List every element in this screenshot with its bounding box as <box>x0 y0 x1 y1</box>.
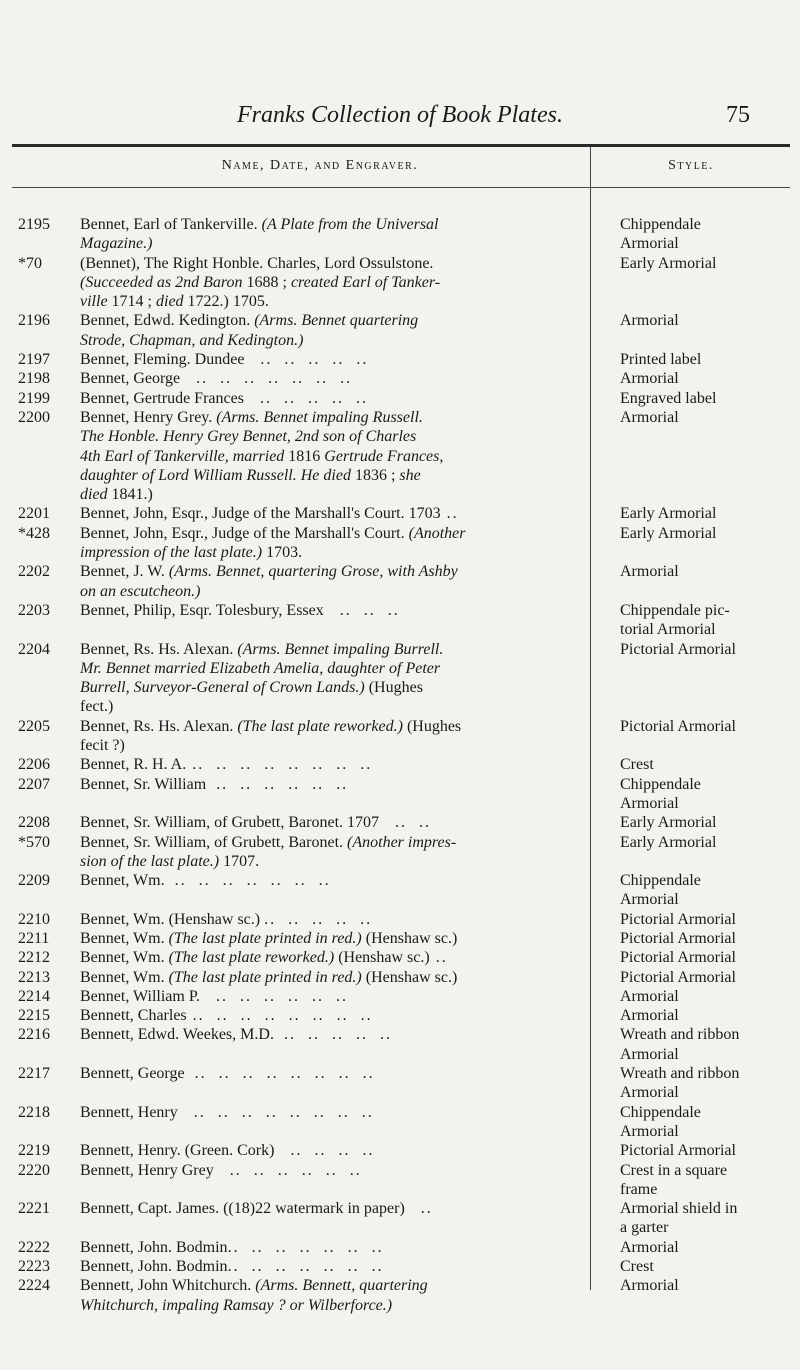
entry-number: 2196 <box>18 312 50 330</box>
entry-text-italic: The Honble. Henry Grey Bennet, 2nd son of Charles <box>80 428 417 446</box>
entry-text: 1707. <box>223 852 260 870</box>
entry-text: Bennet, William P. <box>80 987 200 1005</box>
entry-style <box>620 408 790 427</box>
entry-number: 2215 <box>18 1007 50 1025</box>
catalogue-entry <box>0 1199 800 1238</box>
entry-text-italic: (Arms. Bennet, quartering Grose, with Ashby <box>168 563 458 581</box>
entry-description <box>80 215 580 254</box>
entry-number: 2209 <box>18 872 50 890</box>
entry-style <box>620 350 790 369</box>
style-text: Pictorial Armorial <box>620 910 736 928</box>
entry-description <box>80 1103 580 1142</box>
entry-style <box>620 775 790 814</box>
entry-description <box>80 1161 580 1200</box>
entry-number: 2220 <box>18 1161 50 1179</box>
entry-text-italic: sion of the last plate.) <box>80 852 220 870</box>
entry-style <box>620 755 790 774</box>
entry-text: Bennett, Charles <box>80 1007 187 1025</box>
entry-text: (Henshaw sc.) <box>338 949 430 967</box>
entry-style <box>620 968 790 987</box>
entry-description <box>80 910 580 929</box>
entry-text-italic: (Arms. Bennett, quartering <box>255 1277 428 1295</box>
catalogue-entry <box>0 929 800 948</box>
entry-text: 1722.) 1705. <box>187 293 269 311</box>
entry-style <box>620 1238 790 1257</box>
catalogue-entry <box>0 813 800 832</box>
entry-number: 2211 <box>18 929 50 947</box>
entry-style <box>620 524 790 543</box>
leader-dots: .. .. .. .. .. .. <box>217 1161 362 1179</box>
entry-text: Bennett, Henry Grey <box>80 1161 214 1179</box>
entry-text: Bennet, Philip, Esqr. Tolesbury, Essex <box>80 601 324 619</box>
entry-description <box>80 987 580 1006</box>
entry-text-italic: Mr. Bennet married Elizabeth Amelia, daughter of Peter <box>80 659 441 677</box>
entry-number: 2218 <box>18 1103 50 1121</box>
style-text: Pictorial Armorial <box>620 949 736 967</box>
entry-text: 1816 <box>288 447 321 465</box>
entry-text: (Henshaw sc.) <box>365 968 458 986</box>
entry-text: (Hughes <box>406 717 462 735</box>
entry-number: 2201 <box>18 505 50 523</box>
style-text: Engraved label <box>620 389 717 407</box>
leader-dots: .. .. .. .. .. .. .. <box>227 1258 384 1276</box>
entry-text-italic: (A Plate from the Universal <box>261 216 439 233</box>
catalogue-entry <box>0 1141 800 1160</box>
entry-text-italic: as <box>156 273 172 291</box>
style-text: Early Armorial <box>620 833 717 851</box>
catalogue-entry <box>0 504 800 523</box>
entry-text-italic: Magazine.) <box>80 235 153 253</box>
style-text: Crest in a square <box>620 1161 728 1179</box>
leader-dots: .. .. .. .. .. <box>248 351 369 369</box>
entry-number: 2224 <box>18 1277 50 1295</box>
style-text: Pictorial Armorial <box>620 717 736 735</box>
style-text: Armorial <box>620 563 679 581</box>
entry-text: Bennet, Henry Grey. <box>80 408 213 426</box>
leader-dots: .. .. .. <box>327 601 400 619</box>
catalogue-entry <box>0 640 800 717</box>
entry-number: *570 <box>18 833 50 851</box>
catalogue-entry <box>0 1276 800 1315</box>
leader-dots: .. <box>440 505 459 523</box>
entry-style <box>620 1161 790 1200</box>
leader-dots: .. .. .. .. .. .. .. .. <box>186 756 373 774</box>
entry-text: 1714 ; <box>111 293 152 311</box>
entry-description <box>80 948 580 967</box>
entry-text: Bennett, Edwd. Weekes, M.D. <box>80 1026 274 1044</box>
entry-description <box>80 871 580 910</box>
entry-style <box>620 504 790 523</box>
catalogue-entry <box>0 968 800 987</box>
style-text: Early Armorial <box>620 505 717 523</box>
leader-dots: .. .. .. .. .. .. .. .. <box>188 1065 375 1083</box>
entry-description <box>80 755 580 774</box>
entry-text-italic: (Succeeded <box>80 273 153 291</box>
style-text: Armorial <box>620 370 679 388</box>
leader-dots: .. .. .. .. .. .. .. .. <box>181 1103 374 1121</box>
entry-text: Bennett, Capt. James. ((18)22 watermark in paper) <box>80 1200 405 1218</box>
catalogue-entry <box>0 1064 800 1103</box>
entry-number: 2206 <box>18 756 50 774</box>
style-text: a garter <box>620 1219 669 1237</box>
entry-number: 2208 <box>18 814 50 832</box>
entry-text: Bennet, R. H. A. <box>80 756 187 774</box>
style-text: Pictorial Armorial <box>620 1142 736 1160</box>
entry-style <box>620 601 790 640</box>
entry-style <box>620 562 790 581</box>
entry-description <box>80 1276 580 1315</box>
leader-dots: .. .. .. .. .. .. .. <box>227 1238 384 1256</box>
entry-description <box>80 408 580 504</box>
style-text: Armorial <box>620 794 679 812</box>
entry-description <box>80 813 580 832</box>
entry-text: Bennet, Wm. <box>80 929 165 947</box>
entry-text: Bennet, Wm. <box>80 949 165 967</box>
entry-text-italic: she <box>399 466 421 484</box>
style-text: Chippendale <box>620 872 701 890</box>
leader-dots: .. .. .. .. .. <box>264 910 373 928</box>
style-text: Armorial <box>620 891 679 909</box>
entry-text-italic: ville <box>80 293 108 311</box>
entry-style <box>620 929 790 948</box>
entry-style <box>620 1257 790 1276</box>
entry-number: 2197 <box>18 351 50 369</box>
style-text: Wreath and ribbon <box>620 1065 740 1083</box>
entry-text-italic: 4th Earl of Tankerville, married <box>80 447 285 465</box>
entry-style <box>620 948 790 967</box>
catalogue-entry <box>0 350 800 369</box>
entry-text: Bennet, Wm. (Henshaw sc.) <box>80 910 261 928</box>
style-text: Early Armorial <box>620 814 717 832</box>
catalogue-entry <box>0 871 800 910</box>
entry-text: Bennett, John. Bodmin <box>80 1258 228 1276</box>
entry-text: (Bennet), The Right Honble. Charles, Lord Ossulstone. <box>80 254 434 272</box>
leader-dots: .. .. .. .. .. <box>247 389 368 407</box>
entry-style <box>620 1025 790 1064</box>
entry-text: Bennet, Wm. <box>80 968 165 986</box>
style-text: Printed label <box>620 351 702 369</box>
catalogue-entry <box>0 1103 800 1142</box>
entry-description <box>80 601 580 640</box>
entry-text-italic: 2nd Baron <box>175 273 243 291</box>
entry-text-italic: daughter of Lord William Russell. He died <box>80 466 351 484</box>
entry-description <box>80 717 580 756</box>
entry-text-italic: created Earl of Tanker- <box>290 273 441 291</box>
entry-text: 1841.) <box>111 486 153 504</box>
leader-dots: .. <box>429 949 448 967</box>
entry-text: Bennet, Fleming. Dundee <box>80 351 245 369</box>
leader-dots: .. .. <box>383 814 432 832</box>
catalogue-entry <box>0 1161 800 1200</box>
entry-number: *70 <box>18 254 42 272</box>
entry-description <box>80 1257 580 1276</box>
entry-text-italic: (The last plate reworked.) <box>168 949 335 967</box>
catalogue-entry <box>0 1257 800 1276</box>
catalogue-entry <box>0 311 800 350</box>
catalogue-entries <box>0 215 800 1315</box>
catalogue-entry <box>0 389 800 408</box>
entry-style <box>620 833 790 852</box>
style-text: Early Armorial <box>620 254 717 272</box>
entry-style <box>620 640 790 659</box>
entry-description <box>80 929 580 948</box>
leader-dots: .. .. .. .. .. .. .. .. <box>186 1007 373 1025</box>
catalogue-entry <box>0 408 800 504</box>
style-text: Pictorial Armorial <box>620 968 736 986</box>
style-text: Armorial <box>620 408 679 426</box>
entry-number: 2212 <box>18 949 50 967</box>
entry-description <box>80 1064 580 1103</box>
catalogue-entry <box>0 562 800 601</box>
entry-text: Bennet, Rs. Hs. Alexan. <box>80 717 234 735</box>
style-text: frame <box>620 1180 658 1198</box>
entry-text: Bennett, John Whitchurch. <box>80 1277 252 1295</box>
catalogue-entry <box>0 775 800 814</box>
entry-number: *428 <box>18 524 50 542</box>
leader-dots: .. .. .. .. .. <box>277 1026 392 1044</box>
entry-description <box>80 1141 580 1160</box>
style-text: Crest <box>620 756 654 774</box>
entry-text-italic: (Arms. Bennet impaling Burrell. <box>237 640 444 658</box>
entry-text-italic: died <box>80 486 108 504</box>
entry-style <box>620 717 790 736</box>
entry-text: Bennet, Gertrude Frances <box>80 389 244 407</box>
entry-style <box>620 987 790 1006</box>
catalogue-entry <box>0 1006 800 1025</box>
entry-text: 1688 ; <box>246 273 287 291</box>
entry-description <box>80 833 580 872</box>
entry-number: 2210 <box>18 910 50 928</box>
entry-number: 2221 <box>18 1200 50 1218</box>
entry-description <box>80 968 580 987</box>
leader-dots: .. .. .. .. <box>278 1142 375 1160</box>
entry-description <box>80 389 580 408</box>
entry-description <box>80 350 580 369</box>
entry-number: 2219 <box>18 1142 50 1160</box>
style-text: Chippendale <box>620 216 701 233</box>
entry-style <box>620 1141 790 1160</box>
style-text: Armorial <box>620 1045 679 1063</box>
entry-text: Bennet, Sr. William <box>80 775 207 793</box>
catalogue-entry <box>0 369 800 388</box>
style-text: Armorial <box>620 1007 679 1025</box>
style-text: Early Armorial <box>620 524 717 542</box>
entry-text-italic: on an escutcheon.) <box>80 582 201 600</box>
entry-number: 2205 <box>18 717 50 735</box>
entry-style <box>620 1276 790 1295</box>
entry-text: Bennet, John, Esqr., Judge of the Marshall's Court. 1703 <box>80 505 441 523</box>
entry-description <box>80 254 580 312</box>
catalogue-entry <box>0 601 800 640</box>
style-text: Chippendale pic- <box>620 601 730 619</box>
entry-text-italic: (The last plate reworked.) <box>237 717 403 735</box>
entry-text-italic: Burrell, Surveyor-General of Crown Lands.) <box>80 679 365 697</box>
catalogue-entry <box>0 987 800 1006</box>
page-number: 75 <box>726 102 750 128</box>
entry-description <box>80 504 580 523</box>
catalogue-entry <box>0 254 800 312</box>
entry-text-italic: (The last plate printed in red.) <box>168 929 362 947</box>
catalogue-entry <box>0 215 800 254</box>
entry-number: 2207 <box>18 775 50 793</box>
entry-number: 2198 <box>18 370 50 388</box>
style-text: Armorial <box>620 1122 679 1140</box>
entry-text: (Hughes <box>368 679 423 697</box>
top-rule <box>12 144 790 147</box>
entry-number: 2216 <box>18 1026 50 1044</box>
leader-dots: .. .. .. .. .. .. .. <box>184 370 353 388</box>
entry-style <box>620 1103 790 1142</box>
entry-text: Bennet, John, Esqr., Judge of the Marshall's Court. <box>80 524 405 542</box>
entry-text: Bennet, Sr. William, of Grubett, Baronet. <box>80 833 344 851</box>
catalogue-entry <box>0 948 800 967</box>
column-header-name: Name, Date, and Engraver. <box>221 158 419 173</box>
entry-text: Bennet, Rs. Hs. Alexan. <box>80 640 234 658</box>
entry-text-italic: impression of the last plate.) <box>80 544 263 562</box>
entry-description <box>80 1006 580 1025</box>
entry-text: Bennett, John. Bodmin <box>80 1238 228 1256</box>
entry-text: Bennet, George <box>80 370 181 388</box>
entry-text: Bennett, Henry <box>80 1103 178 1121</box>
entry-text: Bennet, J. W. <box>80 563 165 581</box>
entry-description <box>80 775 580 814</box>
entry-text: 1703. <box>266 544 303 562</box>
entry-number: 2213 <box>18 968 50 986</box>
entry-text-italic: (Another impres- <box>347 833 457 851</box>
entry-number: 2222 <box>18 1238 50 1256</box>
entry-style <box>620 389 790 408</box>
entry-text-italic: Whitchurch, impaling Ramsay ? or Wilberforce.) <box>80 1296 393 1314</box>
style-text: Pictorial Armorial <box>620 929 736 947</box>
entry-text: Bennett, George <box>80 1065 185 1083</box>
entry-style <box>620 1064 790 1103</box>
entry-number: 2223 <box>18 1258 50 1276</box>
style-text: Armorial <box>620 1238 679 1256</box>
entry-number: 2217 <box>18 1065 50 1083</box>
entry-style <box>620 1006 790 1025</box>
entry-text: Bennett, Henry. (Green. Cork) <box>80 1142 275 1160</box>
entry-number: 2200 <box>18 408 50 426</box>
entry-number: 2202 <box>18 563 50 581</box>
entry-style <box>620 910 790 929</box>
entry-number: 2214 <box>18 987 50 1005</box>
entry-text: Bennet, Edwd. Kedington. <box>80 312 251 330</box>
entry-description <box>80 369 580 388</box>
style-text: Armorial <box>620 987 679 1005</box>
style-text: Chippendale <box>620 1103 701 1121</box>
leader-dots: .. .. .. .. .. .. <box>203 987 348 1005</box>
entry-description <box>80 1025 580 1064</box>
entry-text-italic: (Arms. Bennet impaling Russell. <box>216 408 423 426</box>
style-text: Crest <box>620 1258 654 1276</box>
entry-style <box>620 254 790 273</box>
catalogue-entry <box>0 833 800 872</box>
entry-text: (Henshaw sc.) <box>365 929 458 947</box>
entry-text: Bennet, Wm. <box>80 872 165 890</box>
entry-description <box>80 562 580 601</box>
entry-number: 2195 <box>18 216 50 233</box>
entry-style <box>620 369 790 388</box>
entry-style <box>620 215 790 254</box>
style-text: Wreath and ribbon <box>620 1026 740 1044</box>
entry-number: 2199 <box>18 389 50 407</box>
entry-description <box>80 640 580 717</box>
catalogue-entry <box>0 717 800 756</box>
catalogue-entry <box>0 755 800 774</box>
entry-style <box>620 871 790 910</box>
header-rule <box>12 187 790 188</box>
running-title: Franks Collection of Book Plates. <box>237 102 563 128</box>
entry-description <box>80 1238 580 1257</box>
entry-text-italic: (The last plate printed in red.) <box>168 968 362 986</box>
running-head <box>0 100 800 130</box>
entry-text-italic: (Another <box>408 524 466 542</box>
entry-text-italic: Strode, Chapman, and Kedington.) <box>80 331 304 349</box>
entry-number: 2204 <box>18 640 50 658</box>
entry-text-italic: Gertrude Frances, <box>324 447 444 465</box>
leader-dots: .. <box>408 1200 433 1218</box>
style-text: Armorial <box>620 1277 679 1295</box>
entry-text: fect.) <box>80 698 114 716</box>
style-text: Chippendale <box>620 775 701 793</box>
entry-number: 2203 <box>18 601 50 619</box>
column-header-style: Style. <box>668 158 714 173</box>
catalogue-entry <box>0 1238 800 1257</box>
entry-description <box>80 524 580 563</box>
style-text: Armorial shield in <box>620 1200 738 1218</box>
entry-text: Bennet, Sr. William, of Grubett, Baronet. 1707 <box>80 814 380 832</box>
entry-description <box>80 1199 580 1238</box>
entry-description <box>80 311 580 350</box>
style-text: Armorial <box>620 312 679 330</box>
entry-style <box>620 813 790 832</box>
catalogue-entry <box>0 910 800 929</box>
catalogue-entry <box>0 1025 800 1064</box>
entry-text-italic: died <box>156 293 184 311</box>
style-text: Armorial <box>620 235 679 253</box>
leader-dots: .. .. .. .. .. .. .. <box>168 872 331 890</box>
entry-text-italic: (Arms. Bennet quartering <box>254 312 419 330</box>
style-text: Armorial <box>620 1084 679 1102</box>
entry-text: fecit ?) <box>80 737 125 755</box>
entry-text: Bennet, Earl of Tankerville. <box>80 216 258 233</box>
entry-style <box>620 1199 790 1238</box>
catalogue-entry <box>0 524 800 563</box>
entry-style <box>620 311 790 330</box>
style-text: Pictorial Armorial <box>620 640 736 658</box>
style-text: torial Armorial <box>620 621 716 639</box>
leader-dots: .. .. .. .. .. .. <box>210 775 349 793</box>
entry-text: 1836 ; <box>354 466 396 484</box>
